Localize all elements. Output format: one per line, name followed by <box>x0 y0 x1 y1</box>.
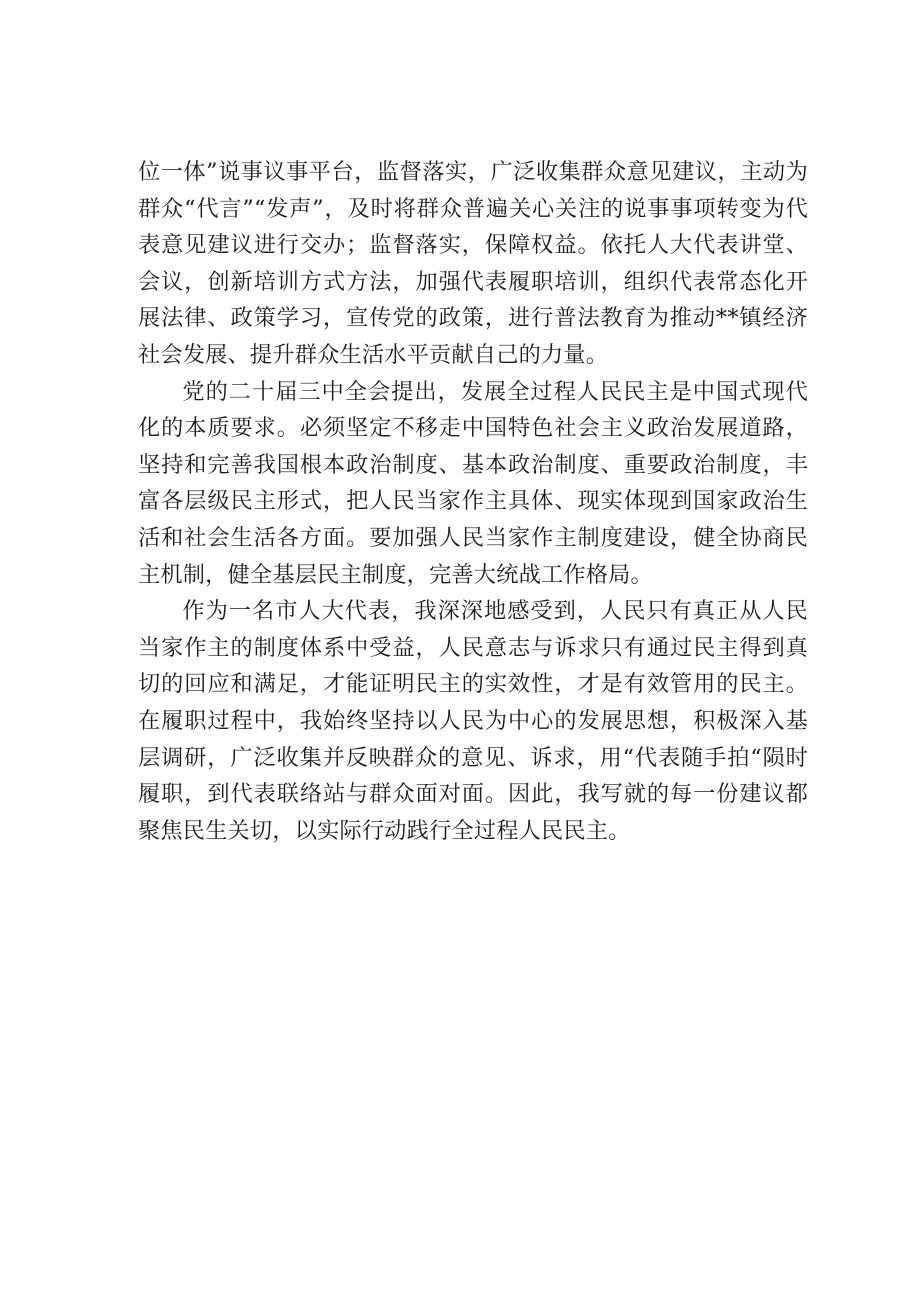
paragraph-2: 党的二十届三中全会提出，发展全过程人民民主是中国式现代化的本质要求。必须坚定不移走中国特色社会主义政治发展道路，坚持和完善我国根本政治制度、基本政治制度、重要政治制度，丰富各层级民主形式，把人民当家作主具体、现实体现到国家政治生活和社会生活各方面。要加强人民当家作主制度建设，健全协商民主机制，健全基层民主制度，完善大统战工作格局。 <box>138 378 808 588</box>
paragraph-3: 作为一名市人大代表，我深深地感受到，人民只有真正从人民当家作主的制度体系中受益，人民意志与诉求只有通过民主得到真切的回应和满足，才能证明民主的实效性，才是有效管用的民主。在履职过程中，我始终坚持以人民为中心的发展思想，积极深入基层调研，广泛收集并反映群众的意见、诉求，用“代表随手拍“陨时履职，到代表联络站与群众面对面。因此，我写就的每一份建议都聚焦民生关切，以实际行动践行全过程人民民主。 <box>138 598 808 844</box>
paragraph-1: 位一体”说事议事平台，监督落实，广泛收集群众意见建议，主动为群众“代言”“发声”，及时将群众普遍关心关注的说事事项转变为代表意见建议进行交办；监督落实，保障权益。依托人大代表讲堂、会议，创新培训方式方法，加强代表履职培训，组织代表常态化开展法律、政策学习，宣传党的政策，进行普法教育为推动**镇经济社会发展、提升群众生活水平贡献自己的力量。 <box>138 159 808 368</box>
document-body <box>138 154 808 849</box>
